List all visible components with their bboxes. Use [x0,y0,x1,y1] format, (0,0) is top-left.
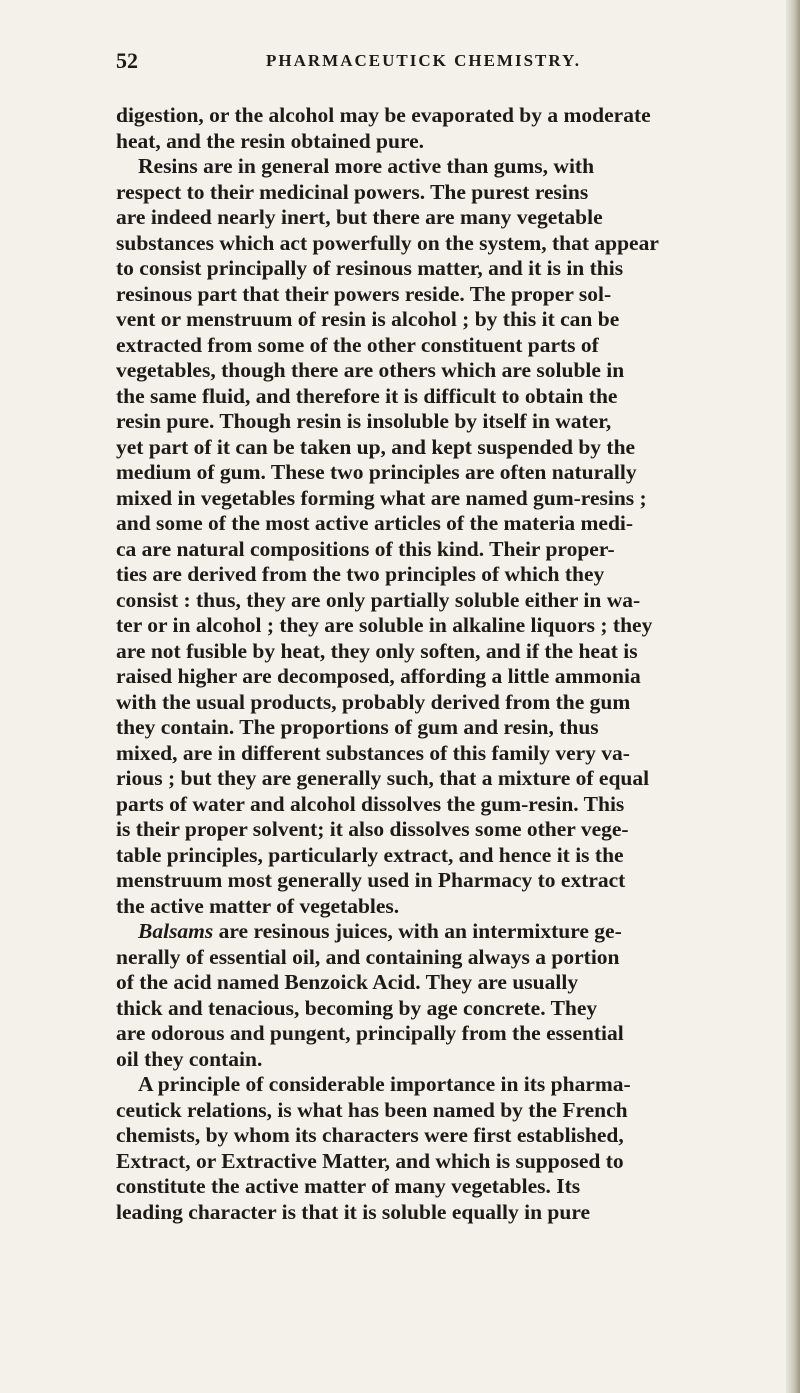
line-text: extracted from some of the other constituent parts of [116,332,599,357]
text-line [116,1149,768,1175]
body-text [116,103,768,1225]
text-line [116,1072,768,1098]
text-line [116,1123,768,1149]
text-line [116,358,768,384]
line-text: A principle of considerable importance in its pharma- [138,1072,631,1096]
line-text: ties are derived from the two principles of which they [116,562,605,586]
text-line [116,613,768,639]
text-line [116,894,768,920]
line-text: respect to their medicinal powers. The purest resins [116,179,589,204]
line-text: oil they contain. [116,1046,263,1071]
text-line [116,817,768,843]
text-line [116,1200,768,1226]
text-line [116,256,768,282]
text-line [116,766,768,792]
text-line [116,103,768,129]
line-text: of the acid named Benzoick Acid. They are usually [116,970,579,994]
text-line [116,1098,768,1124]
text-line [116,1174,768,1200]
text-line [116,690,768,716]
line-text: leading character is that it is soluble equally in pure [116,1199,591,1224]
text-line [116,205,768,231]
text-line [116,486,768,512]
text-line [116,409,768,435]
text-line [116,180,768,206]
line-text: mixed, are in different substances of this family very va- [116,740,630,765]
text-line [116,843,768,869]
italic-term: Balsams [138,919,214,943]
text-line [116,1047,768,1073]
line-text: ca are natural compositions of this kind. Their proper- [116,536,615,561]
text-line [116,715,768,741]
line-text: substances which act powerfully on the system, that appear [116,230,659,255]
line-text: yet part of it can be taken up, and kept suspended by the [116,434,636,459]
line-text: ceutick relations, is what has been named by the French [116,1097,628,1122]
line-text: the active matter of vegetables. [116,893,400,918]
line-text: vegetables, though there are others which are soluble in [116,358,625,382]
line-text: thick and tenacious, becoming by age concrete. They [116,995,598,1020]
line-text: resin pure. Though resin is insoluble by itself in water, [116,409,612,433]
text-line [116,588,768,614]
line-text: constitute the active matter of many vegetables. Its [116,1174,581,1198]
page-number: 52 [116,48,138,73]
line-text: rious ; but they are generally such, that a mixture of equal [116,766,650,790]
text-line [116,282,768,308]
line-text: parts of water and alcohol dissolves the gum-resin. This [116,791,625,816]
line-text: medium of gum. These two principles are often naturally [116,460,637,484]
line-text: Extract, or Extractive Matter, and which is supposed to [116,1148,624,1173]
text-line [116,460,768,486]
text-line [116,1021,768,1047]
text-line [116,435,768,461]
line-text: mixed in vegetables forming what are named gum-resins ; [116,485,647,510]
line-text: consist : thus, they are only partially soluble either in wa- [116,587,641,612]
line-text: table principles, particularly extract, and hence it is the [116,842,624,867]
text-line [116,945,768,971]
text-line [116,868,768,894]
line-text: nerally of essential oil, and containing always a portion [116,944,620,969]
text-line [116,307,768,333]
text-line [116,639,768,665]
text-line [116,384,768,410]
text-line [116,333,768,359]
line-text: with the usual products, probably derived from the gum [116,689,631,714]
text-line [116,919,768,945]
text-line [116,970,768,996]
line-text: chemists, by whom its characters were first established, [116,1123,624,1147]
line-text: are not fusible by heat, they only soften, and if the heat is [116,638,638,663]
line-text: are indeed nearly inert, but there are many vegetable [116,205,603,229]
text-line [116,231,768,257]
line-text: are resinous juices, with an intermixture ge- [213,919,622,943]
text-line [116,664,768,690]
running-head: PHARMACEUTICK CHEMISTRY. [266,51,582,70]
line-text: vent or menstruum of resin is alcohol ; by this it can be [116,307,620,331]
text-line [116,996,768,1022]
text-line [116,129,768,155]
line-text: to consist principally of resinous matter, and it is in this [116,256,624,280]
page-header [116,48,736,74]
page-binding-edge [786,0,800,1393]
line-text: resinous part that their powers reside. The proper sol- [116,281,612,306]
line-text: raised higher are decomposed, affording a little ammonia [116,664,641,688]
line-text: the same fluid, and therefore it is difficult to obtain the [116,383,618,408]
line-text: they contain. The proportions of gum and resin, thus [116,715,599,739]
text-line [116,511,768,537]
text-line [116,154,768,180]
line-text: heat, and the resin obtained pure. [116,128,425,153]
text-line [116,741,768,767]
line-text: are odorous and pungent, principally from the essential [116,1021,624,1045]
text-line [116,792,768,818]
line-text: menstruum most generally used in Pharmacy to extract [116,868,626,892]
text-line [116,562,768,588]
line-text: is their proper solvent; it also dissolves some other vege- [116,817,629,841]
line-text: digestion, or the alcohol may be evaporated by a moderate [116,103,651,127]
text-line [116,537,768,563]
line-text: and some of the most active articles of the materia medi- [116,511,634,535]
line-text: Resins are in general more active than gums, with [138,154,595,178]
line-text: ter or in alcohol ; they are soluble in alkaline liquors ; they [116,613,653,637]
